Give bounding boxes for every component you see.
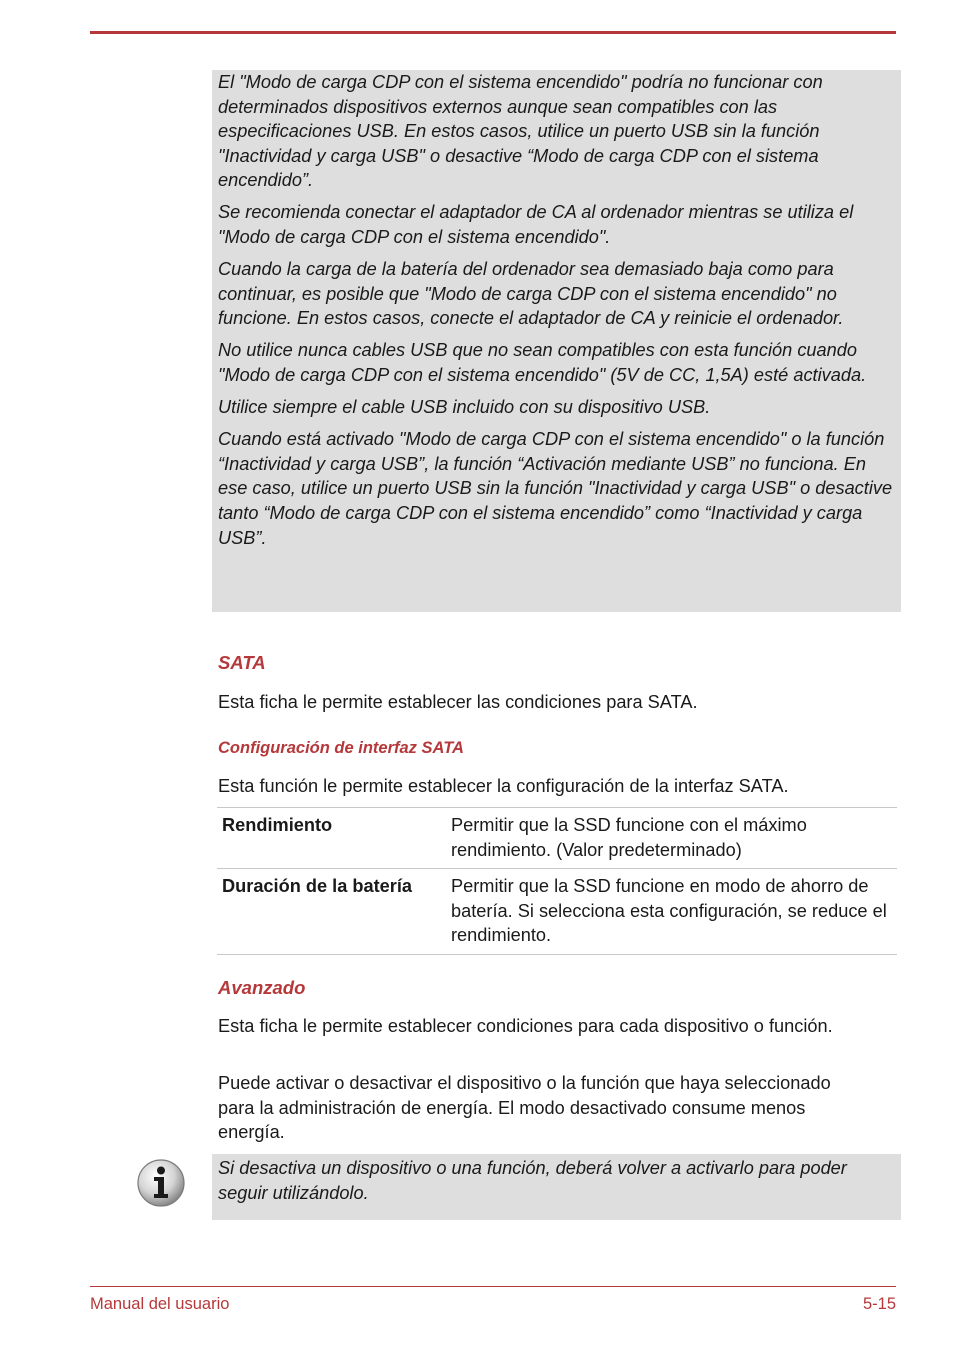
- option-term: Rendimiento: [222, 815, 333, 835]
- sata-config-description: Esta función le permite establecer la configuración de la interfaz SATA.: [218, 776, 789, 796]
- footer-manual-title: Manual del usuario: [90, 1295, 230, 1313]
- note-paragraph: Cuando está activado "Modo de carga CDP con el sistema encendido" o la función “Inactividad y carga USB”, la función “Activación mediante USB” no funciona. En ese caso, utilice un puerto USB sin la función "Inactividad y carga USB" o desactive tanto “Modo de carga CDP con el sistema encendido” como “Inactividad y carga USB”.: [218, 429, 893, 548]
- note-paragraph: Utilice siempre el cable USB incluido con su dispositivo USB.: [218, 397, 711, 418]
- note-text: Si desactiva un dispositivo o una función, deberá volver a activarlo para poder seguir utilizándolo.: [218, 1158, 847, 1203]
- note-box-usb-charging: [212, 70, 901, 612]
- option-description: Permitir que la SSD funcione con el máximo rendimiento. (Valor predeterminado): [451, 815, 807, 860]
- page-number: 5-15: [862, 1295, 896, 1313]
- sata-description: Esta ficha le permite establecer las condiciones para SATA.: [218, 692, 698, 712]
- avanzado-power-description: Puede activar o desactivar el dispositivo o la función que haya seleccionado para la administración de energía. El modo desactivado consume menos energía.: [218, 1073, 831, 1143]
- footer-rule: [90, 1286, 896, 1287]
- section-heading-sata: SATA: [218, 652, 266, 673]
- table-row: [217, 808, 897, 869]
- sata-config-table: [217, 807, 897, 955]
- note-box-disable-device: [212, 1154, 901, 1220]
- table-row: [217, 869, 897, 955]
- header-rule: [90, 31, 896, 34]
- option-term: Duración de la batería: [222, 876, 413, 897]
- section-heading-avanzado: Avanzado: [218, 977, 306, 998]
- option-description: Permitir que la SSD funcione en modo de ahorro de batería. Si selecciona esta configuración, se reduce el rendimiento.: [451, 876, 887, 946]
- subsection-heading-sata-config: Configuración de interfaz SATA: [218, 739, 464, 757]
- note-paragraph: Se recomienda conectar el adaptador de CA al ordenador mientras se utiliza el "Modo de carga CDP con el sistema encendido".: [218, 202, 854, 248]
- note-paragraph: Cuando la carga de la batería del ordenador sea demasiado baja como para continuar, es posible que "Modo de carga CDP con el sistema encendido" no funcione. En estos casos, conecte el adaptador de CA y reinicie el ordenador.: [218, 259, 844, 329]
- note-paragraph: No utilice nunca cables USB que no sean compatibles con esta función cuando "Modo de carga CDP con el sistema encendido" (5V de CC, 1,5A) esté activada.: [218, 340, 867, 386]
- avanzado-description: Esta ficha le permite establecer condiciones para cada dispositivo o función.: [218, 1016, 833, 1036]
- note-paragraph: El "Modo de carga CDP con el sistema encendido" podría no funcionar con determinados dispositivos externos aunque sean compatibles con las especificaciones USB. En estos casos, utilice un puerto USB sin la función "Inactividad y carga USB" o desactive “Modo de carga CDP con el sistema encendido”.: [218, 72, 823, 191]
- info-icon: [136, 1158, 186, 1208]
